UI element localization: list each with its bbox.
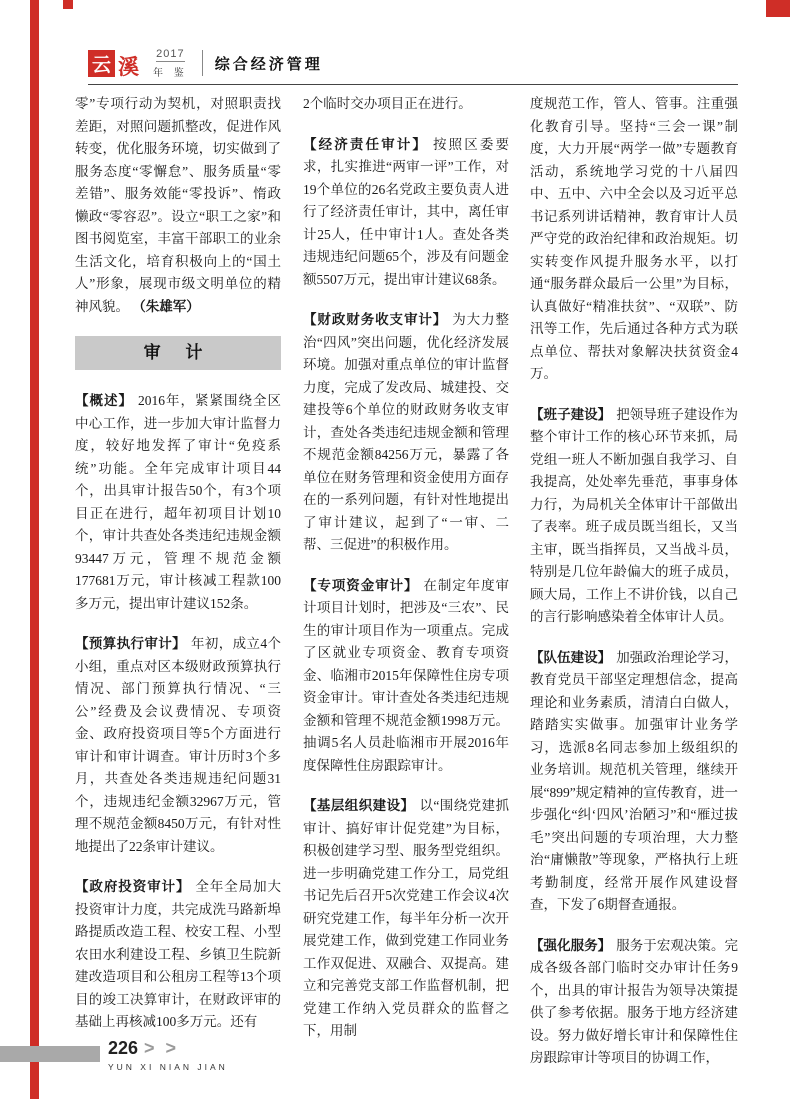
entry-paragraph [303, 795, 509, 1043]
header-rule [88, 84, 738, 85]
entry-paragraph [530, 647, 738, 917]
entry-paragraph [530, 404, 738, 629]
section-title: 综合经济管理 [214, 55, 323, 73]
year-block [153, 48, 188, 79]
logo-char-xi: 溪 [118, 56, 139, 79]
page-number [108, 1038, 179, 1059]
entry-heading: 【基层组织建设】 [303, 798, 415, 813]
entry-heading: 【班子建设】 [530, 406, 612, 422]
entry-paragraph [303, 575, 509, 778]
entry-paragraph [303, 134, 509, 292]
entry-paragraph [530, 935, 738, 1070]
header-divider [202, 50, 203, 76]
entry-text: 年初，成立4个小组，重点对区本级财政预算执行情况、部门预算执行情况、“三公”经费及会议费情况、专项资金、政府投资项目等5个方面进行审计和审计调查。审计历时3个多月，共查处各类违规违纪问题31个，违规违纪金额32967万元，管理不规范金额8450万元，有针对性地提出了22条审计建议。 [75, 636, 281, 854]
entry-heading: 【概述】 [75, 393, 133, 408]
section-heading-audit [75, 336, 281, 370]
column-2 [303, 93, 509, 1061]
entry-text: 以“围绕党建抓审计、搞好审计促党建”为目标，积极创建学习型、服务型党组织。进一步明确党建工作分工，局党组书记先后召开5次党建工作会议4次研究党建工作，每半年分析一次开展党建工作，做到党建工作同业务工作双促进、双融合、双提高。建立和完善党支部工作监督机制，把党建工作纳入党员群众的监督之下，用制 [303, 798, 510, 1038]
entry-heading: 【经济责任审计】 [303, 136, 428, 152]
paragraph-text: 2个临时交办项目正在进行。 [303, 96, 472, 111]
left-red-bar [30, 0, 39, 1099]
entry-heading: 【队伍建设】 [530, 649, 612, 665]
continuation-paragraph [530, 93, 738, 386]
yearbook-label: 年 鉴 [153, 67, 188, 79]
entry-heading: 【政府投资审计】 [75, 879, 191, 894]
top-right-registration-mark [766, 0, 790, 17]
page-header [88, 46, 738, 80]
continuation-paragraph [303, 93, 509, 116]
entry-text: 在制定年度审计项目计划时，把涉及“三农”、民生的审计项目作为一项重点。完成了区就业专项资金、教育专项资金、临湘市2015年保障性住房专项资金审计。审计查处各类违纪违规金额和管理不规范金额1998万元。抽调5名人员赴临湘市开展2016年度保障性住房跟踪审计。 [303, 577, 510, 773]
entry-text: 全年全局加大投资审计力度，共完成洗马路新埠路提质改造工程、校安工程、小型农田水利建设工程、乡镇卫生院新建改造项目和公租房工程等13个项目的竣工决算审计，在财政评审的基础上再核减100多万元。还有 [75, 879, 282, 1029]
byline: （朱雄军） [139, 298, 200, 314]
entry-text: 按照区委要求，扎实推进“两审一评”工作，对19个单位的26名党政主要负责人进行了经济责任审计，其中，离任审计25人，任中审计1人。查处各类违规违纪问题65个，涉及有问题金额5507万元，提出审计建议68条。 [303, 136, 509, 287]
footer-bar [0, 1046, 100, 1062]
entry-text: 为大力整治“四风”突出问题，优化经济发展环境。加强对重点单位的审计监督力度，完成了发改局、城建投、交建投等6个单位的财政财务收支审计，查处各类违纪违规金额和管理不规范金额84256万元，暴露了各单位在财务管理和资金使用方面存在的一系列问题，有针对性地提出了审计建议，起到了“一审、二帮、三促进”的积极作用。 [303, 312, 510, 552]
paragraph-text: 零”专项行动为契机，对照职责找差距，对照问题抓整改，促进作风转变，优化服务环境，切实做到了服务态度“零懈怠”、服务质量“零差错”、服务效能“零投诉”、惰政懒政“零容忍”。设立“职工之家”和图书阅览室，丰富干部职工的业余生活文化，培育积极向上的“国土人”形象，展现市级文明单位的精神风貌。 [75, 96, 281, 314]
column-3 [530, 93, 738, 1088]
page-number-text: 226 [108, 1038, 139, 1058]
entry-heading: 【专项资金审计】 [303, 577, 419, 593]
column-1 [75, 93, 281, 1052]
year-text: 2017 [156, 47, 185, 60]
entry-heading: 【财政财务收支审计】 [303, 312, 448, 327]
entry-paragraph [75, 390, 281, 615]
entry-text: 把领导班子建设作为整个审计工作的核心环节来抓，局党组一班人不断加强自我学习、自我提高，处处率先垂范，事事身体力行，为局机关全体审计干部做出了表率。班子成员既当组长，又当主审，既当指挥员，又当战斗员，特别是几位年龄偏大的班子成员，顾大局，工作上不讲价钱，以自己的言行影响感染着全体审计人员。 [530, 406, 739, 624]
page-number-arrows: > > [144, 1038, 180, 1058]
logo-char-yun: 云 [88, 50, 115, 77]
entry-heading: 【预算执行审计】 [75, 636, 186, 651]
continuation-paragraph [75, 93, 281, 318]
top-left-registration-mark [63, 0, 73, 9]
entry-text: 加强政治理论学习，教育党员干部坚定理想信念，提高理论和业务素质，清清白白做人，踏踏实实做事。加强审计业务学习，选派8名同志参加上级组织的业务培训。规范机关管理，继续开展“899”规定精神的宣传教育，进一步强化“纠‘四风’治陋习”和“雁过拔毛”突出问题的专项治理，大力整治“庸懒散”等现象，严格执行上班考勤制度，经常开展作风建设督查，下发了6期督查通报。 [530, 649, 739, 912]
footer-romanized-title: YUN XI NIAN JIAN [108, 1062, 228, 1072]
entry-text: 2016年，紧紧围绕全区中心工作，进一步加大审计监督力度，较好地发挥了审计“免疫系统”功能。全年完成审计项目44个，出具审计报告50个，有3个项目正在进行，超年初项目计划10个，审计共查处各类违纪违规金额93447万元，管理不规范金额177681万元，审计核减工程款100多万元，提出审计建议152条。 [75, 393, 281, 611]
entry-paragraph [303, 309, 509, 557]
paragraph-text: 度规范工作，管人、管事。注重强化教育引导。坚持“三会一课”制度，大力开展“两学一做”专题教育活动，系统地学习党的十八届四中、五中、六中全会以及习近平总书记系列讲话精神，教育审计人员严守党的政治纪律和政治规矩。切实转变作风提升服务水平，以打通“服务群众最后一公里”为目标，认真做好“精准扶贫”、“双联”、防汛等工作，先后通过各种方式为联点单位、帮扶对象解决扶贫资金4万。 [530, 96, 738, 381]
section-heading-text: 审 计 [143, 343, 213, 362]
entry-heading: 【强化服务】 [530, 937, 612, 953]
entry-paragraph [75, 876, 281, 1034]
entry-text: 服务于宏观决策。完成各级各部门临时交办审计任务9个，出具的审计报告为领导决策提供了参考依据。服务于地方经济建设。努力做好增长审计和保障性住房跟踪审计等项目的协调工作， [530, 937, 739, 1065]
entry-paragraph [75, 633, 281, 858]
